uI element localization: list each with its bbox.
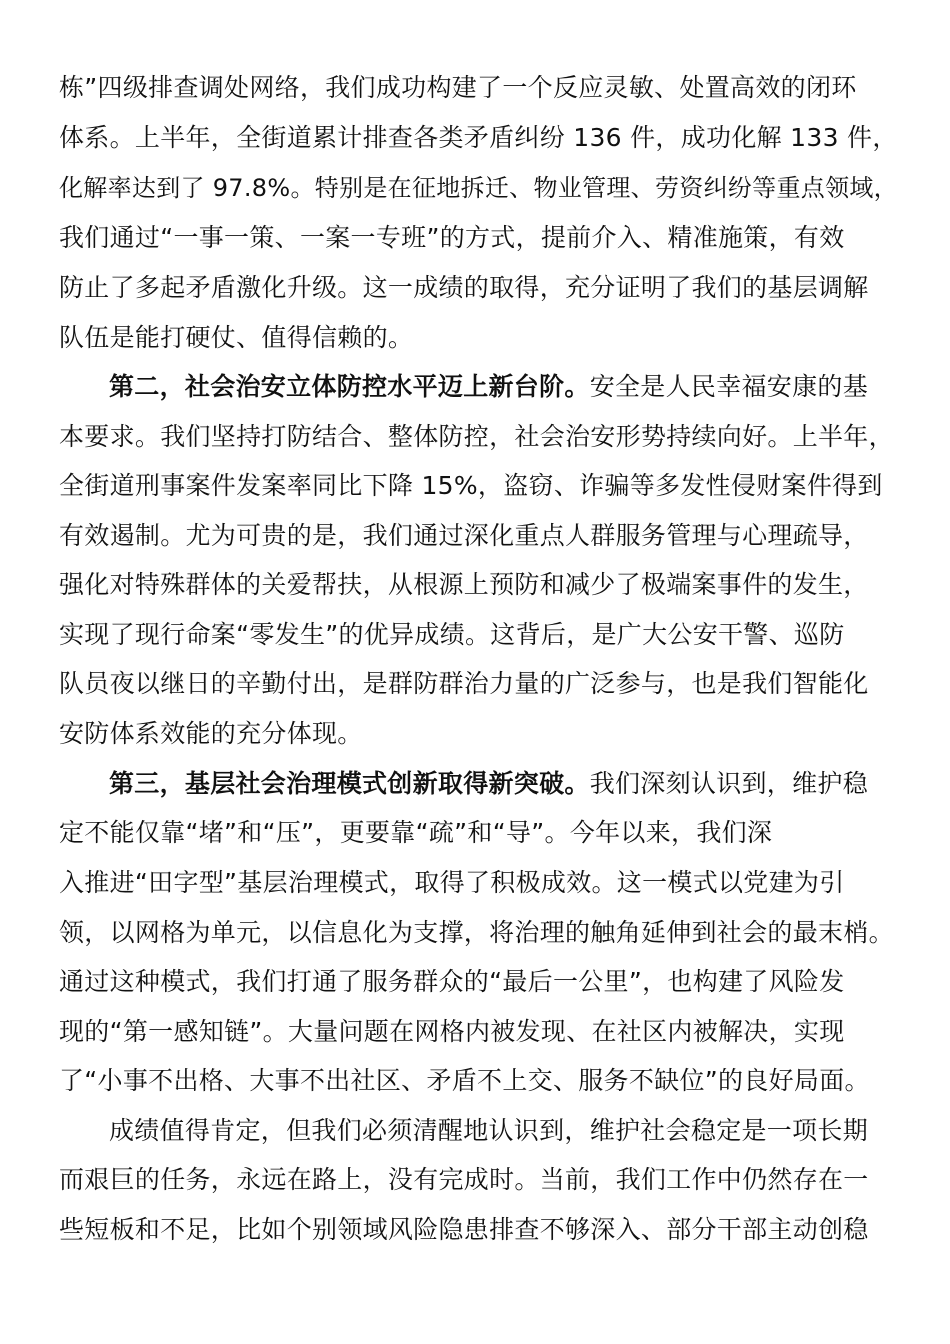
p3-line-6: 现的“第一感知链”。大量问题在网格内被发现、在社区内被解决，实现: [59, 1017, 845, 1046]
p2-first-line-rest: 安全是人民幸福安康的基: [589, 372, 869, 401]
p1-line-1: 栋”四级排查调处网络，我们成功构建了一个反应灵敏、处置高效的闭环: [59, 73, 857, 102]
p1-line-6: 队伍是能打硬仗、值得信赖的。: [59, 323, 414, 352]
p1-line-3: 化解率达到了 97.8%。特别是在征地拆迁、物业管理、劳资纠纷等重点领域，: [59, 174, 898, 202]
p1-line-5: 防止了多起矛盾激化升级。这一成绩的取得，充分证明了我们的基层调解: [59, 273, 869, 302]
p3-line-5: 通过这种模式，我们打通了服务群众的“最后一公里”，也构建了风险发: [59, 967, 845, 996]
p2-line-5: 强化对特殊群体的关爱帮扶，从根源上预防和减少了极端案事件的发生，: [59, 570, 869, 599]
p4-line-2: 而艰巨的任务，永远在路上，没有完成时。当前，我们工作中仍然存在一: [59, 1165, 869, 1194]
p2-first-line: [109, 362, 899, 412]
p3-heading: 第三，基层社会治理模式创新取得新突破。: [109, 769, 590, 798]
p3-line-7: 了“小事不出格、大事不出社区、矛盾不上交、服务不缺位”的良好局面。: [59, 1066, 870, 1095]
p2-line-7: 队员夜以继日的辛勤付出，是群防群治力量的广泛参与，也是我们智能化: [59, 669, 869, 698]
p2-line-2: 本要求。我们坚持打防结合、整体防控，社会治安形势持续向好。上半年，: [59, 422, 894, 451]
p1-line-4: 我们通过“一事一策、一案一专班”的方式，提前介入、精准施策，有效: [59, 223, 845, 252]
p2-line-3: 全街道刑事案件发案率同比下降 15%，盗窃、诈骗等多发性侵财案件得到: [59, 471, 883, 500]
p2-heading: 第二，社会治安立体防控水平迈上新台阶。: [109, 372, 590, 401]
p1-line-2: 体系。上半年，全街道累计排查各类矛盾纠纷 136 件，成功化解 133 件，: [59, 123, 898, 152]
p3-first-line: [109, 759, 899, 809]
p2-line-4: 有效遏制。尤为可贵的是，我们通过深化重点人群服务管理与心理疏导，: [59, 521, 869, 550]
p3-line-4: 领，以网格为单元，以信息化为支撑，将治理的触角延伸到社会的最末梢。: [59, 918, 894, 947]
p4-first-line: 成绩值得肯定，但我们必须清醒地认识到，维护社会稳定是一项长期: [109, 1116, 869, 1145]
p3-line-3: 入推进“田字型”基层治理模式，取得了积极成效。这一模式以党建为引: [59, 868, 845, 897]
p2-line-6: 实现了现行命案“零发生”的优异成绩。这背后，是广大公安干警、巡防: [59, 620, 845, 649]
p3-first-line-rest: 我们深刻认识到，维护稳: [589, 769, 869, 798]
p3-line-2: 定不能仅靠“堵”和“压”，更要靠“疏”和“导”。今年以来，我们深: [59, 818, 773, 847]
p4-line-3: 些短板和不足，比如个别领域风险隐患排查不够深入、部分干部主动创稳: [59, 1215, 869, 1244]
p2-line-8: 安防体系效能的充分体现。: [59, 719, 363, 748]
